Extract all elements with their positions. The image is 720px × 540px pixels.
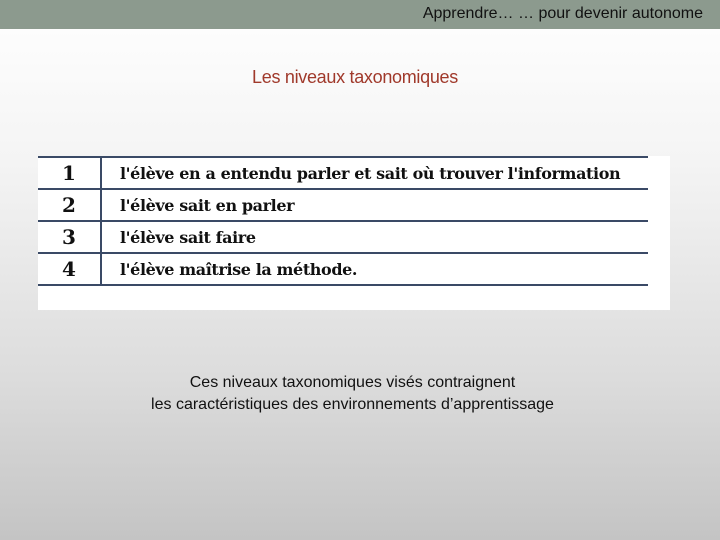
level-number: 1 bbox=[38, 157, 101, 189]
level-number: 3 bbox=[38, 221, 101, 253]
level-description: l'élève sait faire bbox=[101, 221, 648, 253]
level-description: l'élève sait en parler bbox=[101, 189, 648, 221]
level-number: 4 bbox=[38, 253, 101, 285]
header-title: Apprendre… … pour devenir autonome bbox=[422, 5, 703, 22]
slide-caption bbox=[0, 372, 705, 416]
slide-subtitle: Les niveaux taxonomiques bbox=[252, 67, 458, 87]
header-bar bbox=[0, 0, 720, 29]
level-description: l'élève en a entendu parler et sait où trouver l'information bbox=[101, 157, 648, 189]
table-row bbox=[38, 189, 648, 221]
levels-table bbox=[38, 156, 648, 286]
levels-table-panel bbox=[38, 156, 670, 310]
table-row bbox=[38, 253, 648, 285]
table-row bbox=[38, 157, 648, 189]
caption-line-1: Ces niveaux taxonomiques visés contraignent bbox=[189, 374, 516, 391]
level-number: 2 bbox=[38, 189, 101, 221]
caption-line-2: les caractéristiques des environnements d’apprentissage bbox=[151, 396, 554, 413]
table-row bbox=[38, 221, 648, 253]
level-description: l'élève maîtrise la méthode. bbox=[101, 253, 648, 285]
